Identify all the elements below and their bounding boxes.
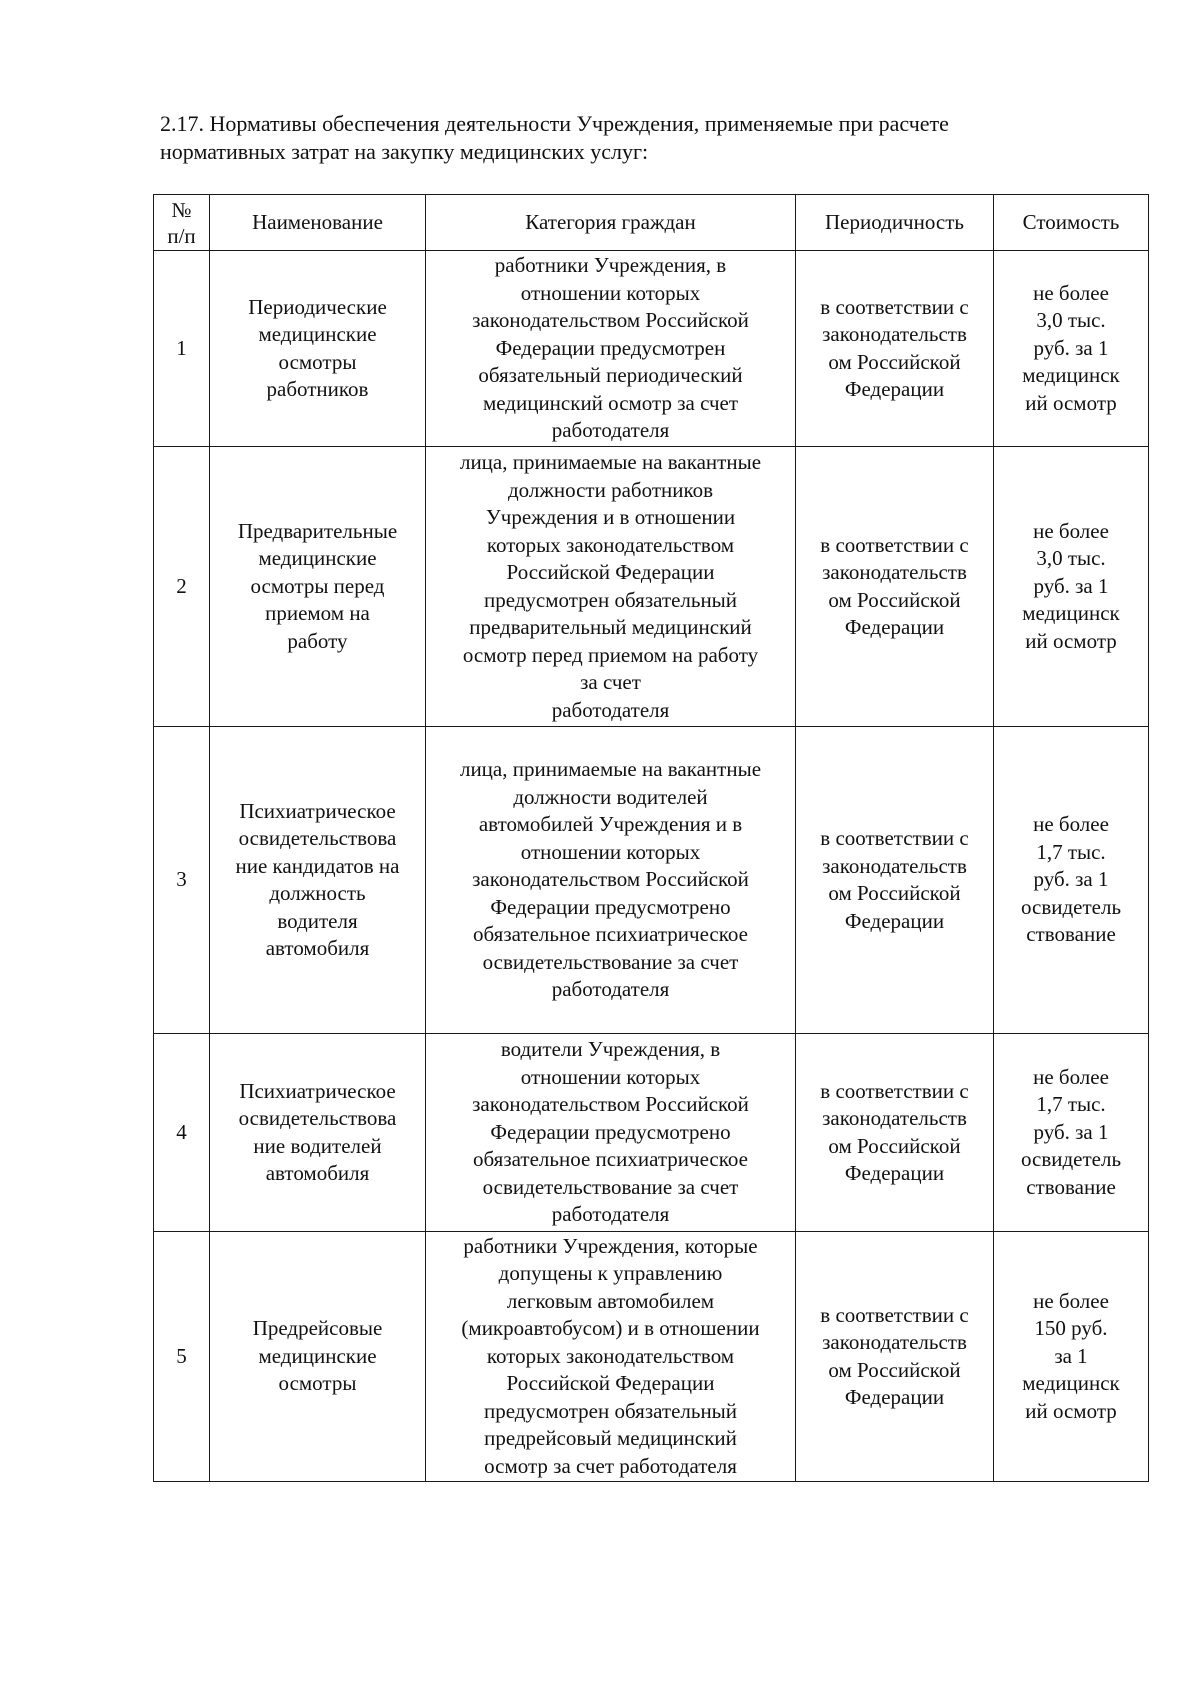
cell-cost-line: ствование <box>1026 922 1116 947</box>
cell-category-line: отношении которых <box>520 839 701 864</box>
cell-category-line: должности водителей <box>513 784 708 809</box>
cell-periodicity-line: в соответствии с <box>820 1302 969 1327</box>
cell-category-line: Федерации предусмотрено <box>490 1119 731 1144</box>
cell-name-line: Предрейсовые <box>252 1316 383 1341</box>
cell-name-line: приемом на <box>265 601 370 626</box>
cell-cost-line: ий осмотр <box>1025 390 1117 415</box>
cell-periodicity <box>796 251 994 447</box>
cell-periodicity-line: законодательств <box>822 1330 967 1354</box>
cell-periodicity-line: в соответствии с <box>820 1078 969 1103</box>
cell-cost-line: 3,0 тыс. <box>1036 546 1106 571</box>
header-periodicity: Периодичность <box>796 195 994 251</box>
cell-cost-line: 3,0 тыс. <box>1036 308 1106 333</box>
cell-cost-line: 1,7 тыс. <box>1036 1092 1106 1117</box>
cell-name-line: автомобиля <box>265 936 370 960</box>
header-number <box>154 195 210 251</box>
cell-category-line: предварительный медицинский <box>469 615 752 639</box>
cell-name-line: медицинские <box>258 1343 377 1368</box>
cell-category-line: обязательное психиатрическое <box>473 922 748 947</box>
cell-category-line: обязательный периодический <box>478 363 743 388</box>
cell-category-line: лица, принимаемые на вакантные <box>459 450 762 474</box>
header-number-line: № <box>171 197 192 222</box>
cell-cost-line: ий осмотр <box>1025 628 1117 653</box>
cell-cost <box>994 1232 1149 1482</box>
cell-cost <box>994 1034 1149 1232</box>
cell-category-line: работодателя <box>551 418 670 443</box>
cell-category-line: работодателя <box>551 977 670 1002</box>
cell-periodicity-line: Федерации <box>844 908 945 933</box>
cell-category-line: осмотр за счет работодателя <box>484 1453 737 1478</box>
cell-category-line: должности работников <box>507 477 714 502</box>
table-header-row <box>154 195 1149 251</box>
cell-number: 2 <box>154 447 210 727</box>
cell-category-line: которых законодательством <box>486 1343 735 1368</box>
cell-category-line: за счет <box>580 670 641 694</box>
cell-category-line: водители Учреждения, в <box>500 1037 721 1062</box>
cell-periodicity <box>796 1034 994 1232</box>
cell-cost-line: не более <box>1033 1288 1109 1313</box>
header-cost: Стоимость <box>994 195 1149 251</box>
table-row <box>154 727 1149 1034</box>
cell-category-line: работодателя <box>551 1202 670 1227</box>
cell-periodicity-line: законодательств <box>822 853 967 878</box>
cell-periodicity <box>796 447 994 727</box>
cell-name-line: медицинские <box>258 546 377 571</box>
section-heading-line: нормативных затрат на закупку медицинских услуг: <box>160 139 649 164</box>
cell-cost-line: руб. за 1 <box>1033 573 1109 598</box>
cell-periodicity-line: Федерации <box>844 615 945 639</box>
cell-cost-line: освидетель <box>1020 1147 1122 1172</box>
cell-category-line: осмотр перед приемом на работу <box>462 642 759 667</box>
cell-category-line: освидетельствование за счет <box>482 949 739 974</box>
cell-periodicity-line: Федерации <box>844 1385 945 1409</box>
cell-name-line: медицинские <box>258 322 377 346</box>
cell-periodicity <box>796 727 994 1034</box>
cell-name-line: автомобиля <box>265 1161 370 1185</box>
cell-periodicity-line: ом Российской <box>828 1357 961 1382</box>
cell-cost-line: освидетель <box>1020 894 1122 919</box>
cell-periodicity-line: ом Российской <box>828 1133 961 1158</box>
cell-periodicity-line: ом Российской <box>828 349 961 374</box>
cell-cost-line: ствование <box>1026 1174 1116 1199</box>
cell-category-line: Учреждения и в отношении <box>485 505 736 529</box>
cell-category <box>426 251 796 447</box>
section-heading-line: 2.17. Нормативы обеспечения деятельности Учреждения, применяемые при расчете <box>160 111 949 136</box>
table-row <box>154 447 1149 727</box>
cell-periodicity-line: Федерации <box>844 377 945 401</box>
cell-category-line: Федерации предусмотрено <box>490 894 731 919</box>
cell-number: 3 <box>154 727 210 1034</box>
cell-category <box>426 727 796 1034</box>
cell-category-line: законодательством Российской <box>472 308 749 333</box>
cell-periodicity-line: законодательств <box>822 1106 967 1130</box>
cell-name-line: Психиатрическое <box>239 1078 396 1103</box>
cell-category-line: которых законодательством <box>486 532 735 557</box>
cell-category-line: законодательством Российской <box>472 867 749 892</box>
cell-category-line: медицинский осмотр за счет <box>482 390 739 415</box>
cell-category-line: Федерации предусмотрен <box>495 335 726 360</box>
cell-name <box>210 251 426 447</box>
cell-category-line: отношении которых <box>520 280 701 305</box>
cell-cost-line: 1,7 тыс. <box>1036 839 1106 864</box>
cell-name-line: осмотры перед <box>250 573 385 598</box>
cell-category-line: работодателя <box>551 697 670 722</box>
cell-cost-line: медицинск <box>1022 601 1120 626</box>
cell-cost-line: не более <box>1033 518 1109 543</box>
cell-category-line: работники Учреждения, в <box>494 253 727 278</box>
cell-cost <box>994 727 1149 1034</box>
cell-category-line: Российской Федерации <box>506 1371 715 1396</box>
cell-periodicity <box>796 1232 994 1482</box>
cell-category <box>426 1232 796 1482</box>
cell-periodicity-line: законодательств <box>822 560 967 584</box>
cell-category-line: лица, принимаемые на вакантные <box>459 757 762 782</box>
cell-category-line: предусмотрен обязательный <box>483 1398 738 1423</box>
cell-name <box>210 447 426 727</box>
cell-cost-line: руб. за 1 <box>1033 1119 1109 1144</box>
table-body <box>154 251 1149 1482</box>
cell-periodicity-line: законодательств <box>822 322 967 346</box>
header-number-line: п/п <box>167 223 196 248</box>
cell-name <box>210 1232 426 1482</box>
section-heading <box>160 110 1080 166</box>
cell-cost-line: ий осмотр <box>1025 1398 1117 1423</box>
cell-name-line: ние водителей <box>253 1133 382 1158</box>
cell-name <box>210 1034 426 1232</box>
cell-number: 5 <box>154 1232 210 1482</box>
cell-name <box>210 727 426 1034</box>
cell-name-line: работников <box>266 377 369 401</box>
cell-name-line: Предварительные <box>237 518 398 543</box>
cell-cost-line: медицинск <box>1022 363 1120 388</box>
table-row <box>154 1232 1149 1482</box>
cell-cost-line: за 1 <box>1054 1343 1088 1368</box>
cell-category-line: Российской Федерации <box>506 560 715 584</box>
header-name: Наименование <box>210 195 426 251</box>
cell-periodicity-line: ом Российской <box>828 587 961 612</box>
cell-periodicity-line: в соответствии с <box>820 826 969 850</box>
cell-cost-line: 150 руб. <box>1034 1316 1108 1341</box>
header-category: Категория граждан <box>426 195 796 251</box>
cell-name-line: работу <box>287 628 348 653</box>
cell-cost-line: медицинск <box>1022 1371 1120 1396</box>
cell-category-line: (микроавтобусом) и в отношении <box>461 1316 760 1341</box>
cell-category <box>426 1034 796 1232</box>
cell-number: 1 <box>154 251 210 447</box>
cell-category-line: предрейсовый медицинский <box>484 1426 737 1451</box>
cell-cost-line: не более <box>1033 812 1109 837</box>
cell-name-line: ние кандидатов на <box>235 853 400 878</box>
cell-category-line: автомобилей Учреждения и в <box>478 812 743 837</box>
cell-category-line: допущены к управлению <box>498 1261 723 1286</box>
cell-name-line: Психиатрическое <box>239 798 396 823</box>
cell-number: 4 <box>154 1034 210 1232</box>
cell-category-line: обязательное психиатрическое <box>473 1147 748 1172</box>
norms-table <box>153 194 1149 1482</box>
table-row <box>154 1034 1149 1232</box>
cell-periodicity-line: в соответствии с <box>820 294 969 319</box>
cell-cost-line: руб. за 1 <box>1033 867 1109 892</box>
cell-category-line: работники Учреждения, которые <box>463 1233 758 1258</box>
cell-category-line: легковым автомобилем <box>506 1288 715 1313</box>
cell-cost <box>994 447 1149 727</box>
cell-name-line: Периодические <box>248 294 387 319</box>
cell-category-line: предусмотрен обязательный <box>483 587 738 612</box>
cell-cost-line: не более <box>1033 1064 1109 1089</box>
cell-name-line: осмотры <box>278 1371 357 1396</box>
cell-category-line: отношении которых <box>520 1064 701 1089</box>
cell-category <box>426 447 796 727</box>
cell-periodicity-line: Федерации <box>844 1161 945 1185</box>
cell-cost-line: руб. за 1 <box>1033 335 1109 360</box>
table-row <box>154 251 1149 447</box>
cell-name-line: освидетельствова <box>238 1106 397 1130</box>
cell-cost <box>994 251 1149 447</box>
cell-name-line: освидетельствова <box>238 826 397 850</box>
cell-periodicity-line: ом Российской <box>828 881 961 905</box>
cell-category-line: законодательством Российской <box>472 1092 749 1117</box>
cell-cost-line: не более <box>1033 280 1109 305</box>
cell-name-line: должность <box>269 881 366 905</box>
cell-periodicity-line: в соответствии с <box>820 532 969 557</box>
cell-name-line: осмотры <box>278 349 357 374</box>
cell-name-line: водителя <box>277 908 358 933</box>
cell-category-line: освидетельствование за счет <box>482 1174 739 1199</box>
